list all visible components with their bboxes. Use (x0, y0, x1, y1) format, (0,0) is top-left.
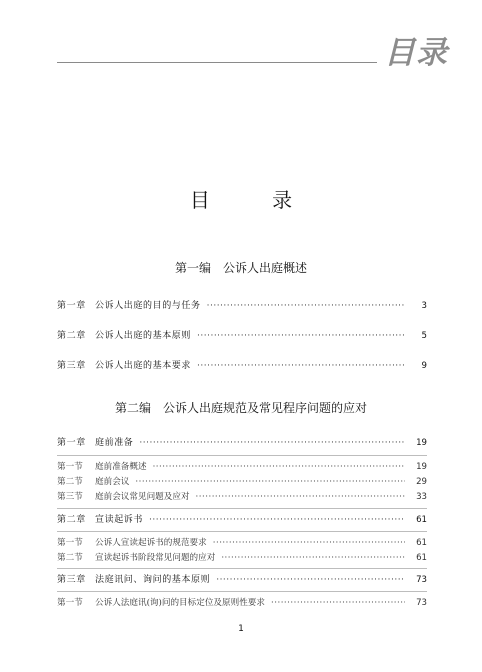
entry-title: 庭前会议常见问题及应对 (95, 492, 190, 502)
toc-entry-section[interactable] (57, 493, 427, 502)
dot-leader (197, 332, 405, 341)
entry-page: 9 (421, 361, 427, 371)
toc-entry-section[interactable] (57, 599, 427, 608)
entry-number: 第一节 (57, 598, 83, 608)
dot-leader (213, 539, 405, 548)
entry-page: 29 (416, 477, 427, 487)
divider (57, 508, 427, 509)
entry-page: 3 (421, 301, 427, 311)
part-heading-1 (0, 262, 482, 274)
toc-entry-chapter[interactable] (57, 439, 427, 448)
entry-page: 5 (421, 331, 427, 341)
entry-title: 宣读起诉书阶段常见问题的应对 (95, 553, 216, 563)
dot-leader (139, 439, 405, 448)
dot-leader (271, 599, 405, 608)
page-title: 目 录 (189, 188, 321, 212)
entry-number: 第二章 (57, 331, 86, 341)
toc-entry-section[interactable] (57, 554, 427, 563)
entry-page: 61 (416, 538, 427, 548)
toc-entry-chapter[interactable] (57, 302, 427, 311)
part-title: 公诉人出庭规范及常见程序问题的应对 (163, 401, 368, 415)
entry-title: 庭前准备概述 (95, 462, 147, 472)
entry-number: 第一章 (57, 438, 86, 448)
entry-title: 公诉人出庭的基本要求 (95, 361, 192, 371)
dot-leader (197, 362, 405, 371)
toc-entry-section[interactable] (57, 463, 427, 472)
entry-number: 第三节 (57, 492, 83, 502)
divider (57, 531, 427, 532)
toc-entry-chapter[interactable] (57, 362, 427, 371)
entry-title: 公诉人法庭讯(询)问的目标定位及原则性要求 (95, 598, 265, 608)
dot-leader (207, 302, 405, 311)
part-number: 第一编 (174, 261, 211, 275)
entry-page: 61 (416, 515, 427, 525)
dot-leader (149, 516, 405, 525)
entry-page: 33 (416, 492, 427, 502)
dot-leader (135, 478, 405, 487)
entry-title: 庭前会议 (95, 477, 130, 487)
divider (57, 591, 427, 592)
entry-number: 第二章 (57, 515, 86, 525)
entry-number: 第三章 (57, 575, 86, 585)
toc-entry-section[interactable] (57, 539, 427, 548)
entry-page: 19 (416, 462, 427, 472)
entry-number: 第二节 (57, 553, 83, 563)
entry-number: 第一节 (57, 538, 83, 548)
toc-entry-section[interactable] (57, 478, 427, 487)
toc-entry-chapter[interactable] (57, 576, 427, 585)
divider (57, 455, 427, 456)
entry-title: 公诉人出庭的基本原则 (95, 331, 192, 341)
entry-title: 公诉人宣读起诉书的规范要求 (95, 538, 207, 548)
dot-leader (153, 463, 405, 472)
dot-leader (221, 554, 405, 563)
entry-number: 第二节 (57, 477, 83, 487)
page-number: 1 (238, 624, 244, 634)
toc-entry-chapter[interactable] (57, 516, 427, 525)
entry-number: 第三章 (57, 361, 86, 371)
divider (57, 568, 427, 569)
entry-title: 庭前准备 (95, 438, 134, 448)
toc-entry-chapter[interactable] (57, 332, 427, 341)
entry-title: 法庭讯问、询问的基本原则 (95, 575, 211, 585)
dot-leader (196, 493, 405, 502)
entry-page: 73 (416, 598, 427, 608)
part-title: 公诉人出庭概述 (223, 261, 308, 275)
dot-leader (216, 576, 405, 585)
entry-page: 19 (416, 438, 427, 448)
header-title: 目录 (384, 35, 448, 71)
entry-title: 宣读起诉书 (95, 515, 144, 525)
entry-title: 公诉人出庭的目的与任务 (95, 301, 201, 311)
header-rule (57, 62, 377, 63)
entry-number: 第一节 (57, 462, 83, 472)
part-heading-2 (0, 402, 482, 414)
entry-page: 73 (416, 575, 427, 585)
entry-page: 61 (416, 553, 427, 563)
entry-number: 第一章 (57, 301, 86, 311)
part-number: 第二编 (114, 401, 151, 415)
